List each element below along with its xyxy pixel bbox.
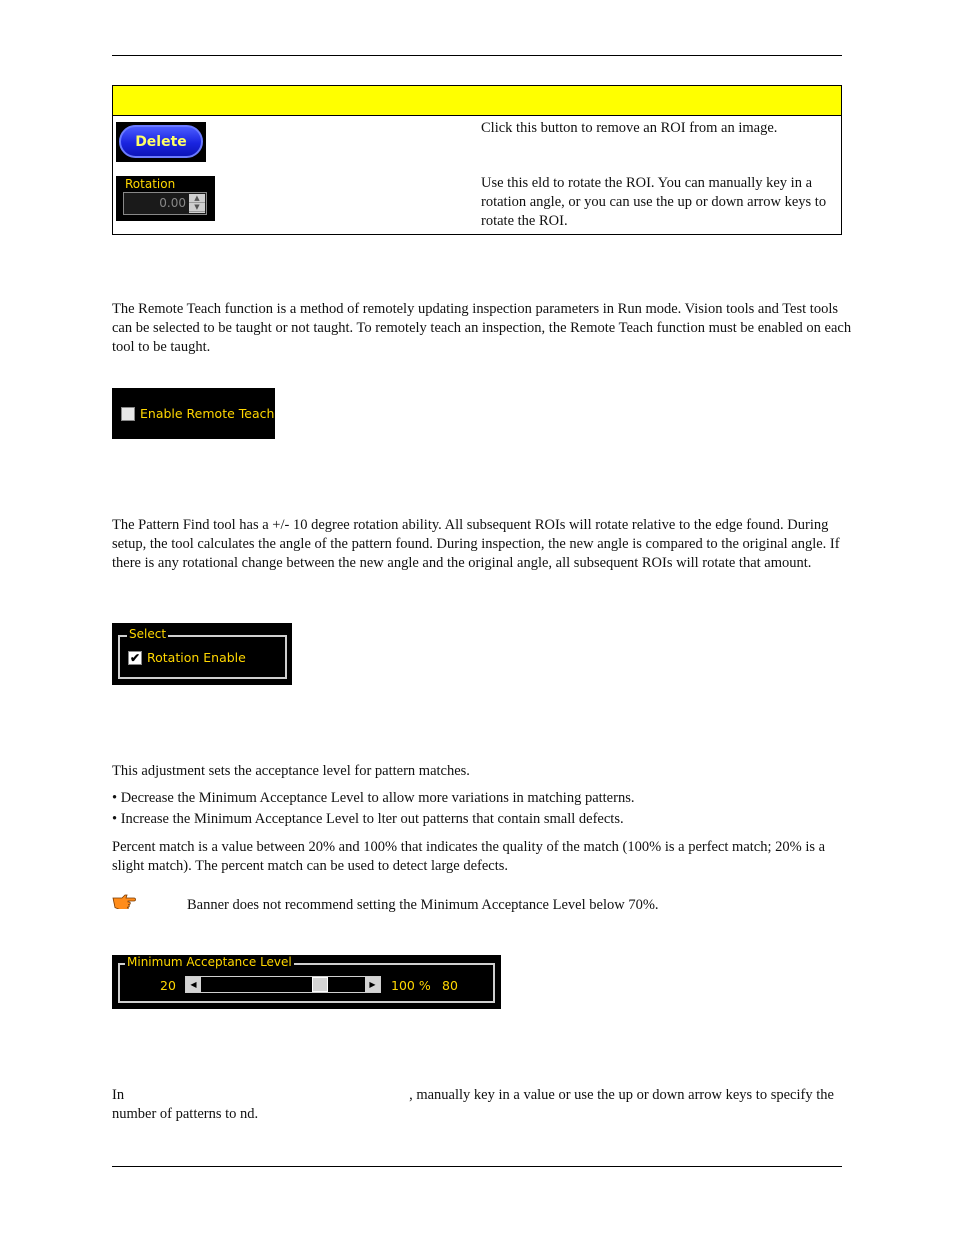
footer-rule — [112, 1166, 842, 1167]
rotation-enable-image — [112, 623, 292, 685]
minimum-acceptance-image — [112, 955, 501, 1009]
spin-up-icon[interactable]: ▲ — [189, 194, 205, 203]
enable-remote-teach-image — [112, 388, 275, 439]
table-header-row — [113, 86, 841, 116]
delete-description: Click this button to remove an ROI from an image. — [481, 120, 778, 136]
pointing-hand-icon — [112, 893, 136, 909]
acceptance-group-title: Minimum Acceptance Level — [127, 955, 292, 969]
rotation-enable-checkbox[interactable] — [128, 651, 142, 665]
acceptance-intro: This adjustment sets the acceptance level for pattern matches. — [112, 763, 470, 779]
acceptance-slider[interactable] — [185, 976, 381, 993]
slider-right-arrow-icon[interactable]: ▶ — [365, 977, 380, 992]
controls-table — [112, 85, 842, 235]
rotation-spinner[interactable] — [189, 194, 205, 213]
select-group-title: Select — [129, 627, 167, 641]
rotation-enable-label: Rotation Enable — [147, 650, 246, 665]
percent-match-paragraph: Percent match is a value between 20% and 100% that indicates the quality of the match (100% is a perfect match; 20% is a slight match). The percent match can be used to detect large defects. — [112, 839, 826, 874]
spin-down-icon[interactable]: ▼ — [189, 203, 205, 212]
enable-remote-teach-checkbox[interactable] — [121, 407, 135, 421]
slider-left-arrow-icon[interactable]: ◀ — [186, 977, 201, 992]
header-rule — [112, 55, 842, 56]
rotation-description: Use this eld to rotate the ROI. You can manually key in a rotation angle, or you can use the up or down arrow keys to rotate the ROI. — [481, 175, 827, 229]
remote-teach-paragraph: The Remote Teach function is a method of remotely updating inspection parameters in Run mode. Vision tools and Test tools can be selected to be taught or not taught. To remotely teach an inspection, the Remote Teach function must be enabled on each tool to be taught. — [112, 301, 852, 355]
rotation-label: Rotation — [125, 177, 176, 191]
slider-value-label: 80 — [442, 978, 458, 993]
patterns-paragraph-start: In — [112, 1087, 125, 1103]
delete-button[interactable]: Delete — [119, 125, 203, 158]
rotation-widget-image — [116, 176, 215, 221]
enable-remote-teach-label: Enable Remote Teach — [140, 406, 275, 421]
patterns-paragraph-rest: , manually key in a value or use the up or down arrow keys to specify the number of patterns to nd. — [112, 1087, 834, 1122]
patterns-paragraph — [112, 1086, 854, 1124]
slider-thumb[interactable] — [312, 977, 328, 992]
acceptance-bullet-2: • Increase the Minimum Acceptance Level to lter out patterns that contain small defects. — [112, 811, 624, 827]
note-text: Banner does not recommend setting the Minimum Acceptance Level below 70%. — [187, 897, 659, 913]
rotation-value: 0.00 — [159, 196, 186, 210]
acceptance-bullet-1: • Decrease the Minimum Acceptance Level to allow more variations in matching patterns. — [112, 790, 635, 806]
delete-button-image — [116, 122, 206, 162]
slider-min-label: 20 — [160, 978, 176, 993]
rotation-input[interactable] — [123, 192, 207, 215]
slider-max-label: 100 % — [391, 978, 431, 993]
check-icon: ✔ — [129, 651, 141, 665]
rotation-paragraph: The Pattern Find tool has a +/- 10 degree rotation ability. All subsequent ROIs will rotate relative to the edge found. During setup, the tool calculates the angle of the pattern found. During inspection, the new angle is compared to the original angle. If there is any rotational change between the new angle and the original angle, all subsequent ROIs will rotate that amount. — [112, 517, 840, 571]
